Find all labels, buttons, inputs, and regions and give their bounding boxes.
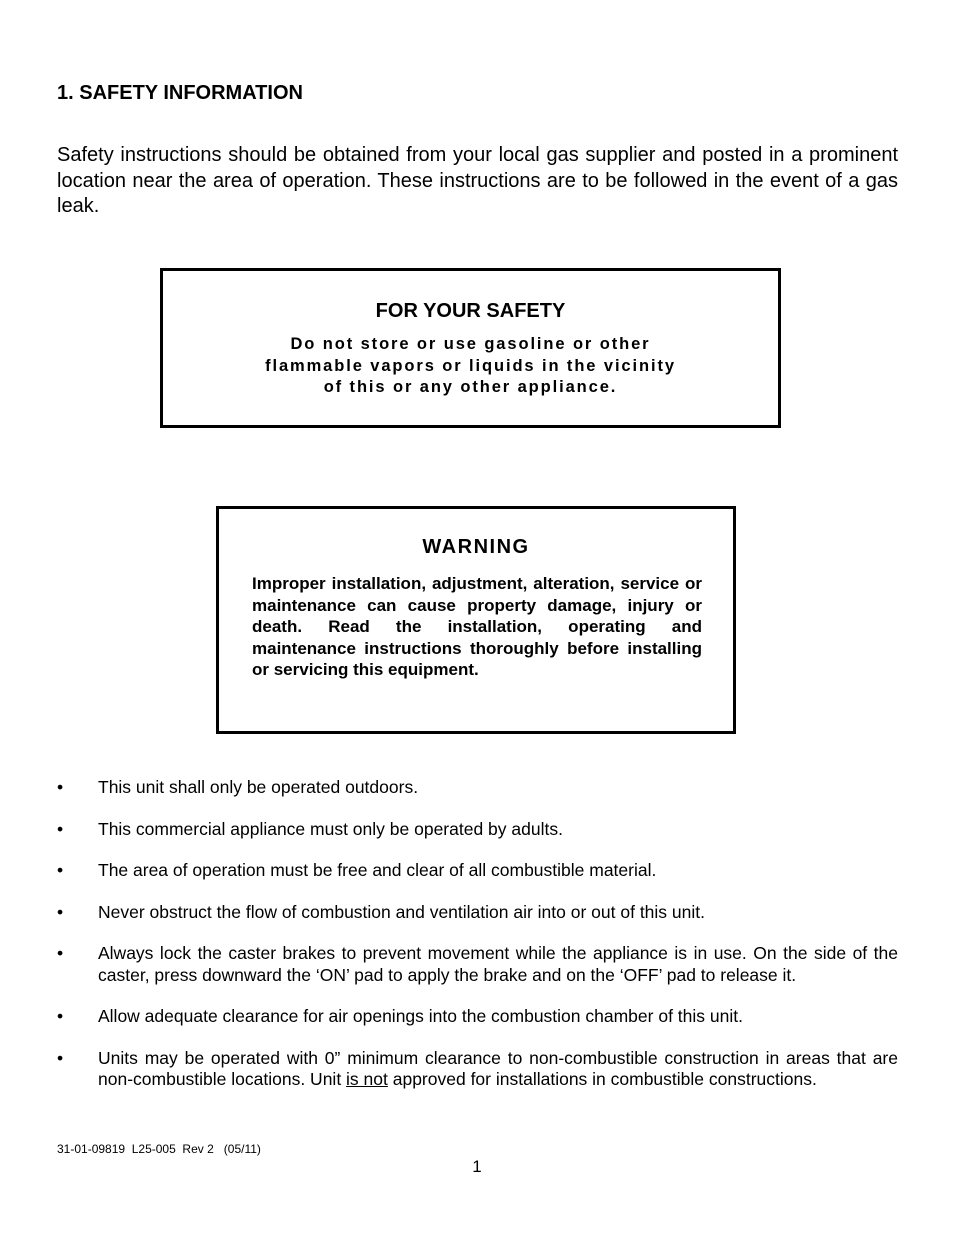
list-item-text: The area of operation must be free and clear of all combustible material. — [98, 860, 657, 880]
safety-notice-box — [160, 268, 781, 428]
bullet-icon: • — [57, 777, 64, 797]
list-item-text — [98, 1048, 898, 1090]
warning-text: Improper installation, adjustment, alteration, service or maintenance can cause property damage, injury or death. Read the installation, operating and maintenance instructions thoroughly before installing or servicing this equipment. — [252, 574, 702, 680]
list-item — [57, 777, 898, 799]
list-item-text: This commercial appliance must only be operated by adults. — [98, 818, 563, 839]
warning-title: WARNING — [422, 536, 530, 558]
bullet-icon: • — [57, 1047, 64, 1068]
bullet-icon: • — [57, 1006, 64, 1026]
section-heading: 1. SAFETY INFORMATION — [57, 82, 303, 104]
warning-box — [216, 506, 736, 734]
intro-paragraph: Safety instructions should be obtained from your local gas supplier and posted in a prominent location near the area of operation. These instructions are to be followed in the event of a gas leak. — [57, 144, 898, 217]
list-item — [57, 819, 898, 841]
list-item — [57, 943, 898, 986]
safety-notice-line: flammable vapors or liquids in the vicinity — [265, 356, 676, 375]
list-item — [57, 902, 898, 924]
list-item — [57, 860, 898, 882]
safety-notice-line: of this or any other appliance. — [323, 378, 618, 396]
safety-notice-line: Do not store or use gasoline or other — [290, 335, 651, 353]
safety-bullet-list — [57, 777, 898, 1111]
safety-notice-text — [163, 334, 778, 399]
list-item — [57, 1048, 898, 1091]
page-number: 1 — [472, 1157, 482, 1176]
safety-notice-title: FOR YOUR SAFETY — [375, 300, 566, 322]
clearance-text-start: Units may be operated with 0” minimum clearance to non-combustible construction in areas that are non-combustible locations. Unit — [98, 1047, 898, 1089]
bullet-icon: • — [57, 943, 64, 963]
list-item-text: This unit shall only be operated outdoors. — [98, 777, 419, 797]
underlined-emphasis: is not — [346, 1069, 388, 1089]
bullet-icon: • — [57, 860, 64, 880]
list-item — [57, 1006, 898, 1028]
list-item-text: Allow adequate clearance for air openings into the combustion chamber of this unit. — [98, 1006, 743, 1026]
list-item-text: Always lock the caster brakes to prevent movement while the appliance is in use. On the side of the caster, press downward the ‘ON’ pad to apply the brake and on the ‘OFF’ pad to release it. — [98, 943, 898, 985]
clearance-text-end: approved for installations in combustible constructions. — [387, 1069, 817, 1089]
bullet-icon: • — [57, 818, 64, 839]
list-item-text: Never obstruct the flow of combustion and ventilation air into or out of this unit. — [98, 901, 705, 922]
bullet-icon: • — [57, 901, 64, 922]
document-number: 31-01-09819 L25-005 Rev 2 (05/11) — [57, 1142, 261, 1156]
